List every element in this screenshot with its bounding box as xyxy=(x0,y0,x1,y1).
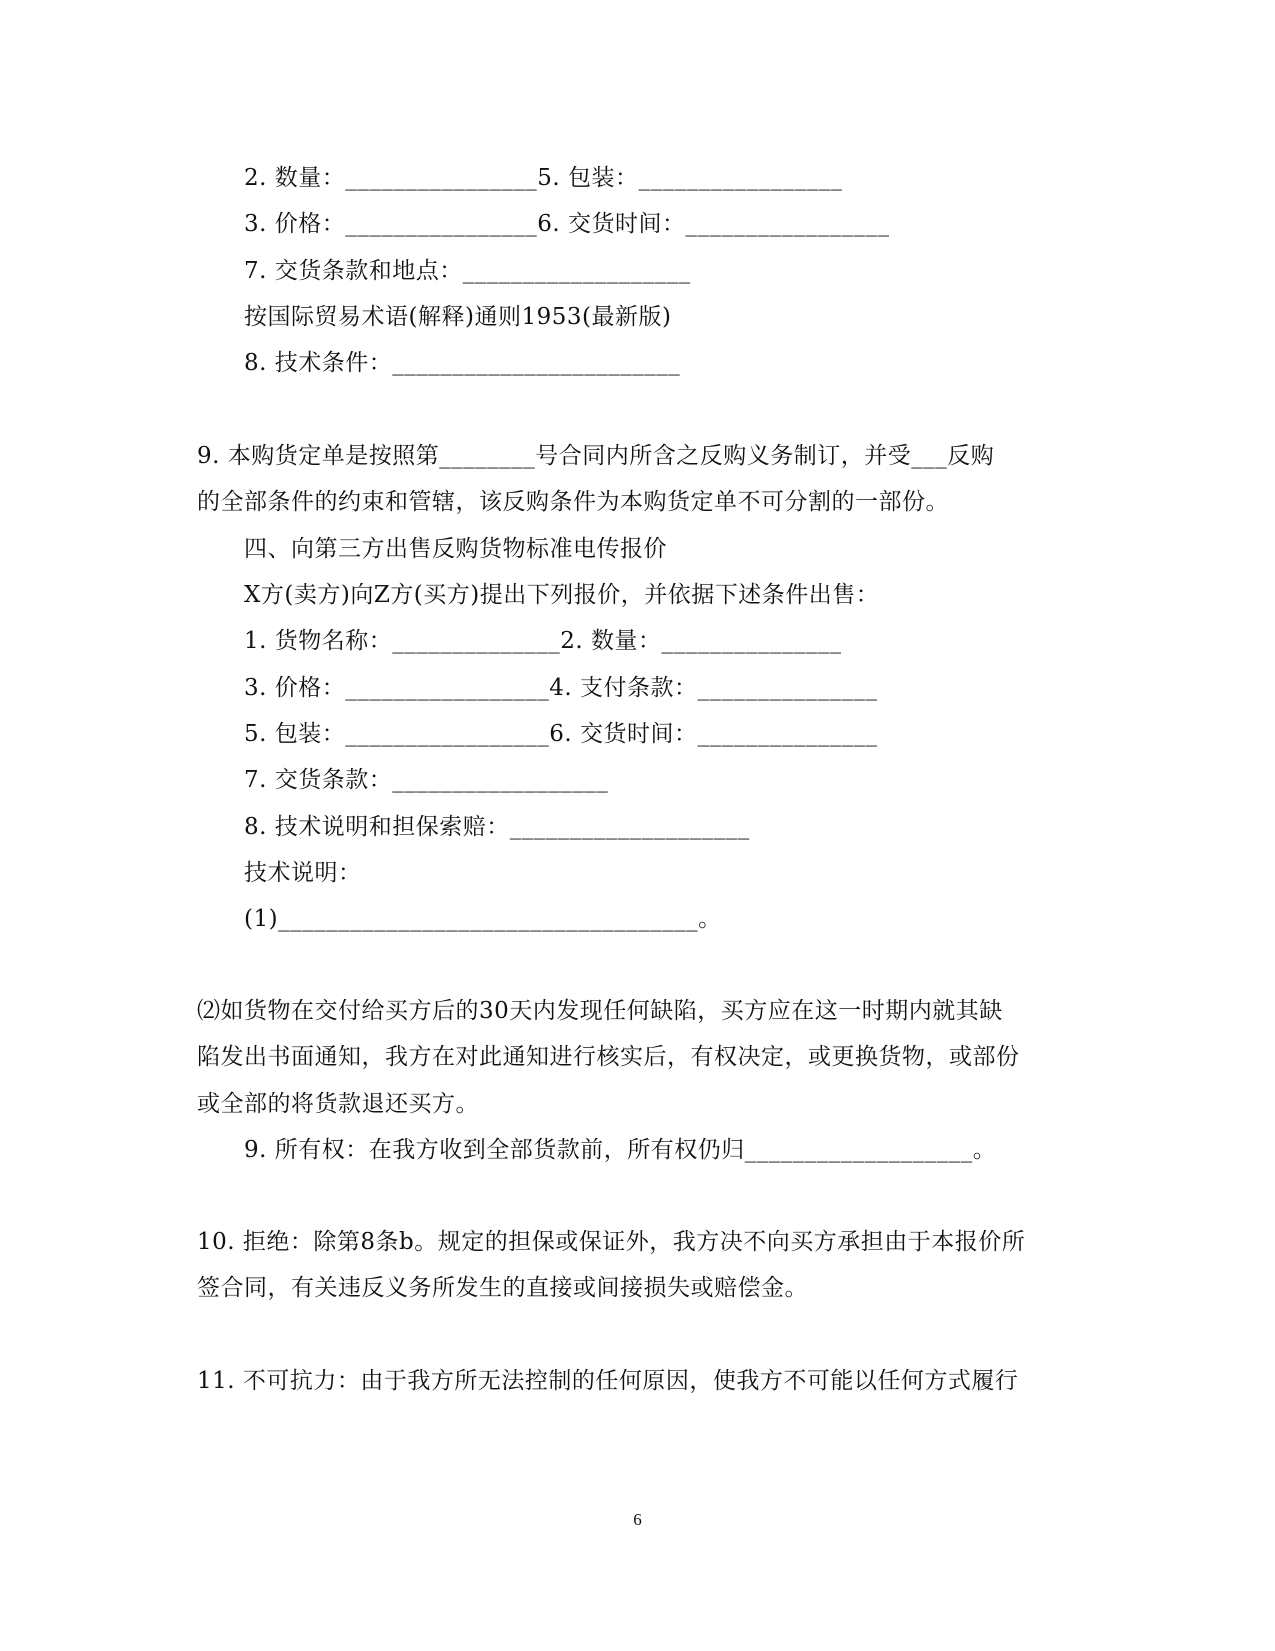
text-line: 10. 拒绝：除第8条b。规定的担保或保证外，我方决不向买方承担由于本报价所 xyxy=(197,1229,1026,1255)
page-number: 6 xyxy=(633,1510,642,1529)
text-line: 3. 价格：________________6. 交货时间：_________________ xyxy=(244,211,890,237)
text-line: 技术说明： xyxy=(244,860,362,886)
text-line: 3. 价格：_________________4. 支付条款：_______________ xyxy=(244,675,878,701)
text-line: 9. 所有权：在我方收到全部货款前，所有权仍归___________________。 xyxy=(244,1137,997,1163)
text-line: 2. 数量：________________5. 包装：_________________ xyxy=(244,165,843,191)
text-line: 7. 交货条款和地点：___________________ xyxy=(244,258,691,284)
text-line: X方(卖方)向Z方(买方)提出下列报价，并依据下述条件出售： xyxy=(244,582,880,608)
text-line: 8. 技术说明和担保索赔：____________________ xyxy=(244,814,750,840)
text-line: 签合同，有关违反义务所发生的直接或间接损失或赔偿金。 xyxy=(197,1275,808,1301)
text-line: 1. 货物名称：______________2. 数量：_______________ xyxy=(244,628,842,654)
text-line: 或全部的将货款退还买方。 xyxy=(197,1091,479,1117)
text-line: 5. 包装：_________________6. 交货时间：_______________ xyxy=(244,721,878,747)
text-line: (1)___________________________________。 xyxy=(244,906,722,932)
section-heading: 四、向第三方出售反购货物标准电传报价 xyxy=(244,536,667,562)
text-line: 11. 不可抗力：由于我方所无法控制的任何原因，使我方不可能以任何方式履行 xyxy=(197,1368,1019,1394)
text-line: 8. 技术条件：________________________ xyxy=(244,350,681,376)
text-line: 7. 交货条款：__________________ xyxy=(244,767,609,793)
text-line: ⑵如货物在交付给买方后的30天内发现任何缺陷，买方应在这一时期内就其缺 xyxy=(197,998,1003,1024)
text-line: 陷发出书面通知，我方在对此通知进行核实后，有权决定，或更换货物，或部份 xyxy=(197,1044,1020,1070)
text-line: 按国际贸易术语(解释)通则1953(最新版) xyxy=(244,304,672,330)
text-line: 9. 本购货定单是按照第________号合同内所含之反购义务制订，并受___反购 xyxy=(197,443,995,469)
text-line: 的全部条件的约束和管辖，该反购条件为本购货定单不可分割的一部份。 xyxy=(197,489,949,515)
